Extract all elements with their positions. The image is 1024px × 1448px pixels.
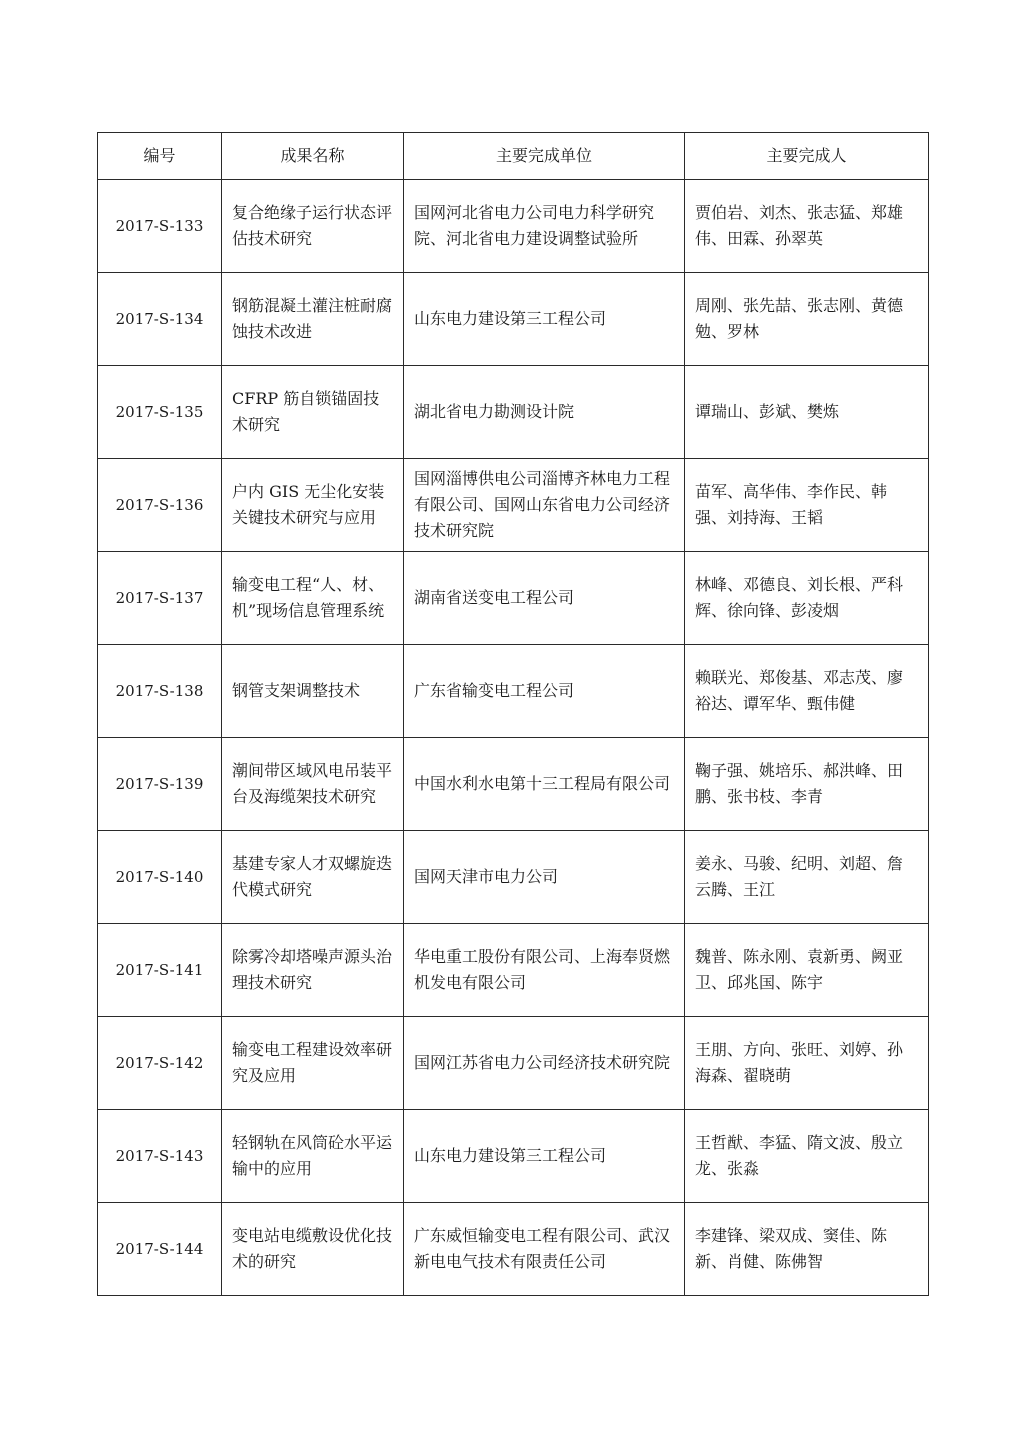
table-header-row [98, 133, 929, 180]
cell-name: 复合绝缘子运行状态评估技术研究 [222, 180, 404, 273]
table-row [98, 366, 929, 459]
header-name: 成果名称 [222, 133, 404, 180]
cell-id: 2017-S-143 [98, 1110, 222, 1203]
cell-unit: 山东电力建设第三工程公司 [404, 1110, 685, 1203]
cell-unit: 湖南省送变电工程公司 [404, 552, 685, 645]
awards-table [97, 132, 929, 1296]
cell-id: 2017-S-134 [98, 273, 222, 366]
table-row [98, 180, 929, 273]
cell-people: 周刚、张先喆、张志刚、黄德勉、罗林 [685, 273, 929, 366]
cell-id: 2017-S-141 [98, 924, 222, 1017]
cell-id: 2017-S-137 [98, 552, 222, 645]
cell-people: 魏普、陈永刚、袁新勇、阙亚卫、邱兆国、陈宇 [685, 924, 929, 1017]
header-people: 主要完成人 [685, 133, 929, 180]
cell-unit: 国网江苏省电力公司经济技术研究院 [404, 1017, 685, 1110]
table-row [98, 645, 929, 738]
cell-id: 2017-S-140 [98, 831, 222, 924]
cell-name: 钢管支架调整技术 [222, 645, 404, 738]
cell-unit: 国网天津市电力公司 [404, 831, 685, 924]
cell-name: CFRP 筋自锁锚固技术研究 [222, 366, 404, 459]
cell-id: 2017-S-139 [98, 738, 222, 831]
table-row [98, 831, 929, 924]
cell-name: 变电站电缆敷设优化技术的研究 [222, 1203, 404, 1296]
cell-people: 苗军、高华伟、李作民、韩强、刘持海、王韬 [685, 459, 929, 552]
cell-id: 2017-S-144 [98, 1203, 222, 1296]
cell-people: 贾伯岩、刘杰、张志猛、郑雄伟、田霖、孙翠英 [685, 180, 929, 273]
cell-unit: 广东威恒输变电工程有限公司、武汉新电电气技术有限责任公司 [404, 1203, 685, 1296]
cell-unit: 国网淄博供电公司淄博齐林电力工程有限公司、国网山东省电力公司经济技术研究院 [404, 459, 685, 552]
cell-unit: 山东电力建设第三工程公司 [404, 273, 685, 366]
table-row [98, 1203, 929, 1296]
cell-id: 2017-S-138 [98, 645, 222, 738]
header-unit: 主要完成单位 [404, 133, 685, 180]
cell-people: 鞠子强、姚培乐、郝洪峰、田鹏、张书枝、李青 [685, 738, 929, 831]
cell-people: 李建锋、梁双成、窦佳、陈新、肖健、陈佛智 [685, 1203, 929, 1296]
table-row [98, 924, 929, 1017]
cell-people: 赖联光、郑俊基、邓志茂、廖裕达、谭军华、甄伟健 [685, 645, 929, 738]
cell-people: 姜永、马骏、纪明、刘超、詹云腾、王江 [685, 831, 929, 924]
cell-name: 户内 GIS 无尘化安装关键技术研究与应用 [222, 459, 404, 552]
table-row [98, 459, 929, 552]
cell-unit: 湖北省电力勘测设计院 [404, 366, 685, 459]
cell-name: 输变电工程“人、材、机”现场信息管理系统 [222, 552, 404, 645]
cell-people: 谭瑞山、彭斌、樊炼 [685, 366, 929, 459]
cell-id: 2017-S-133 [98, 180, 222, 273]
cell-people: 王哲猷、李猛、隋文波、殷立龙、张淼 [685, 1110, 929, 1203]
cell-id: 2017-S-142 [98, 1017, 222, 1110]
table-row [98, 738, 929, 831]
cell-people: 林峰、邓德良、刘长根、严科辉、徐向锋、彭凌烟 [685, 552, 929, 645]
table-row [98, 552, 929, 645]
cell-unit: 华电重工股份有限公司、上海奉贤燃机发电有限公司 [404, 924, 685, 1017]
table-row [98, 1017, 929, 1110]
table-row [98, 1110, 929, 1203]
cell-id: 2017-S-136 [98, 459, 222, 552]
table-row [98, 273, 929, 366]
cell-name: 除雾冷却塔噪声源头治理技术研究 [222, 924, 404, 1017]
cell-name: 钢筋混凝土灌注桩耐腐蚀技术改进 [222, 273, 404, 366]
cell-name: 输变电工程建设效率研究及应用 [222, 1017, 404, 1110]
cell-name: 潮间带区域风电吊装平台及海缆架技术研究 [222, 738, 404, 831]
cell-name: 轻钢轨在风筒砼水平运输中的应用 [222, 1110, 404, 1203]
cell-people: 王朋、方向、张旺、刘婷、孙海森、翟晓萌 [685, 1017, 929, 1110]
header-id: 编号 [98, 133, 222, 180]
cell-id: 2017-S-135 [98, 366, 222, 459]
cell-name: 基建专家人才双螺旋迭代模式研究 [222, 831, 404, 924]
cell-unit: 国网河北省电力公司电力科学研究院、河北省电力建设调整试验所 [404, 180, 685, 273]
cell-unit: 中国水利水电第十三工程局有限公司 [404, 738, 685, 831]
cell-unit: 广东省输变电工程公司 [404, 645, 685, 738]
